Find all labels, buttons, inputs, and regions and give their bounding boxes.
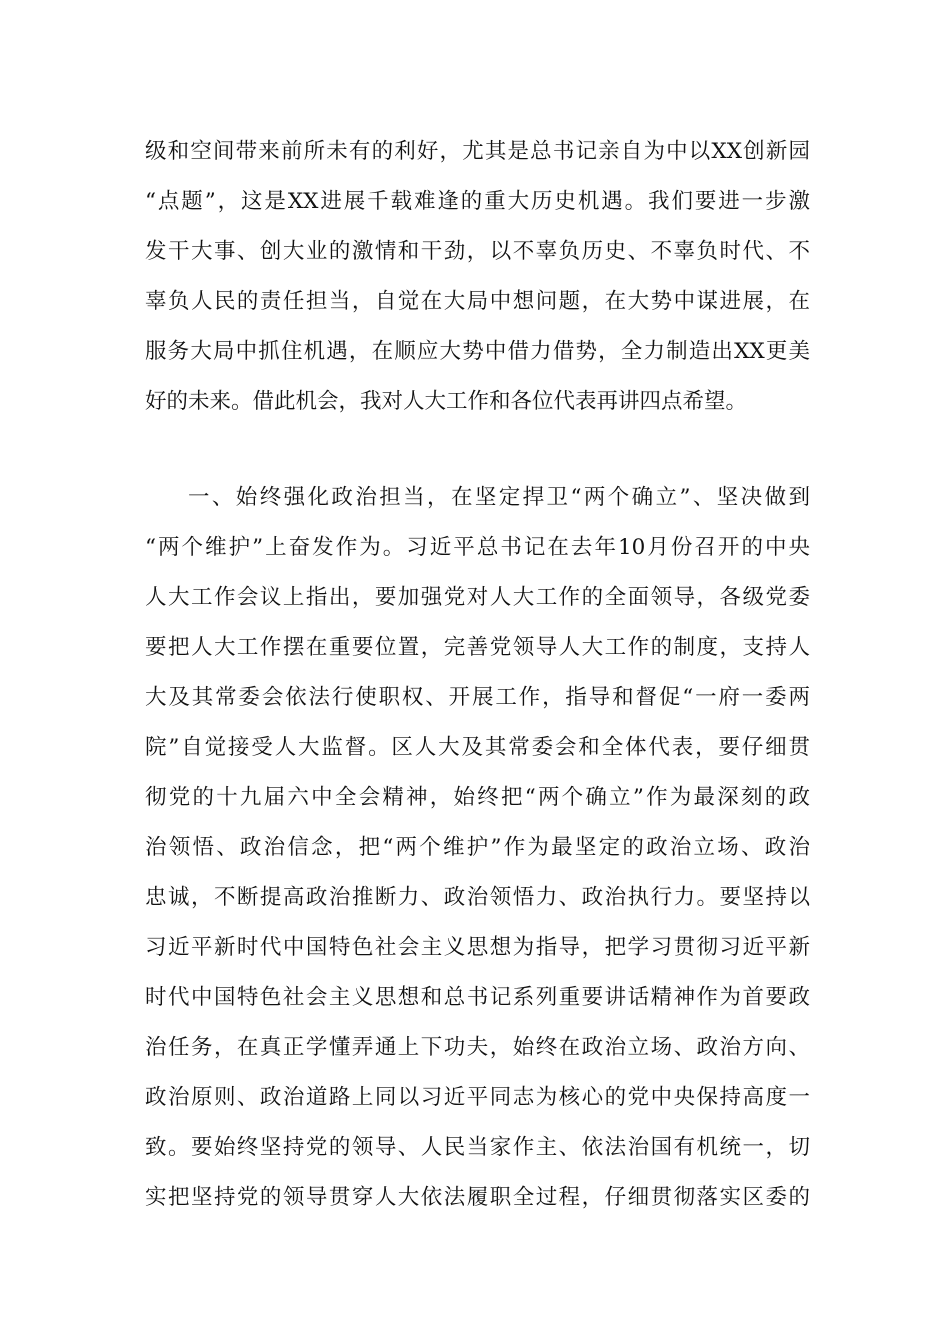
paragraph-2-line-14: 致。要始终坚持党的领导、人民当家作主、依法治国有机统一，切 — [145, 1135, 810, 1160]
paragraph-1-line-4: 辜负人民的责任担当，自觉在大局中想问题，在大势中谋进展，在 — [145, 289, 810, 314]
paragraph-2-line-12: 治任务，在真正学懂弄通上下功夫，始终在政治立场、政治方向、 — [145, 1035, 810, 1060]
paragraph-2-line-4: 要把人大工作摆在重要位置，完善党领导人大工作的制度，支持人 — [145, 635, 810, 660]
paragraph-2-line-2: “两个维护”上奋发作为。习近平总书记在去年10月份召开的中央 — [145, 535, 810, 560]
paragraph-2-line-3: 人大工作会议上指出，要加强党对人大工作的全面领导，各级党委 — [145, 585, 810, 610]
paragraph-2-line-8: 治领悟、政治信念，把“两个维护”作为最坚定的政治立场、政治 — [145, 835, 810, 860]
paragraph-2-line-6: 院”自觉接受人大监督。区人大及其常委会和全体代表，要仔细贯 — [145, 735, 810, 760]
paragraph-2-line-9: 忠诚，不断提高政治推断力、政治领悟力、政治执行力。要坚持以 — [145, 885, 810, 910]
paragraph-1-line-2: “点题”，这是XX进展千载难逢的重大历史机遇。我们要进一步激 — [145, 189, 810, 214]
paragraph-2-line-11: 时代中国特色社会主义思想和总书记系列重要讲话精神作为首要政 — [145, 985, 810, 1010]
paragraph-2-line-7: 彻党的十九届六中全会精神，始终把“两个确立”作为最深刻的政 — [145, 785, 810, 810]
paragraph-1-line-1: 级和空间带来前所未有的利好，尤其是总书记亲自为中以XX创新园 — [145, 139, 810, 164]
paragraph-2-line-10: 习近平新时代中国特色社会主义思想为指导，把学习贯彻习近平新 — [145, 935, 810, 960]
paragraph-2-line-5: 大及其常委会依法行使职权、开展工作，指导和督促“一府一委两 — [145, 685, 810, 710]
paragraph-2-line-13: 政治原则、政治道路上同以习近平同志为核心的党中央保持高度一 — [145, 1085, 810, 1110]
paragraph-2-line-1: 一、始终强化政治担当，在坚定捍卫“两个确立”、坚决做到 — [188, 485, 810, 510]
paragraph-1-line-5: 服务大局中抓住机遇，在顺应大势中借力借势，全力制造出XX更美 — [145, 339, 810, 364]
paragraph-1-line-3: 发干大事、创大业的激情和干劲，以不辜负历史、不辜负时代、不 — [145, 239, 810, 264]
paragraph-1-line-6: 好的未来。借此机会，我对人大工作和各位代表再讲四点希望。 — [145, 389, 748, 414]
paragraph-2-line-15: 实把坚持党的领导贯穿人大依法履职全过程，仔细贯彻落实区委的 — [145, 1185, 810, 1210]
